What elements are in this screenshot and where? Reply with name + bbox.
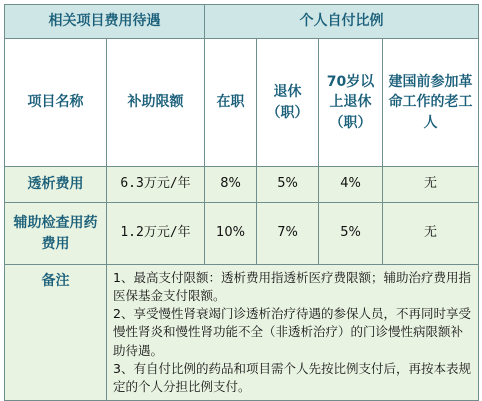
row-limit: 1.2万元/年 [107, 203, 205, 265]
row-name: 透析费用 [5, 167, 107, 203]
remarks-text [107, 265, 479, 401]
table-row [5, 167, 479, 203]
row-employed: 8% [205, 167, 257, 203]
row-name: 辅助检查用药费用 [5, 203, 107, 265]
col-employed: 在职 [205, 39, 257, 167]
row-veteran: 无 [383, 203, 479, 265]
remark-line: 2、享受慢性肾衰竭门诊透析治疗待遇的参保人员，不再同时享受慢性肾炎和慢性肾功能不全（非透析治疗）的门诊慢性病限额补助待遇。 [113, 306, 471, 358]
col-over70-retired: 70岁以上退休（职） [319, 39, 383, 167]
header-self-pay-ratio: 个人自付比例 [205, 5, 479, 39]
row-retired: 5% [257, 167, 319, 203]
row-limit: 6.3万元/年 [107, 167, 205, 203]
header-related-items: 相关项目费用待遇 [5, 5, 205, 39]
table-row [5, 203, 479, 265]
col-retired: 退休（职） [257, 39, 319, 167]
remark-line: 3、有自付比例的药品和项目需个人先按比例支付后，再按本表规定的个人分担比例支付。 [113, 360, 471, 394]
row-veteran: 无 [383, 167, 479, 203]
reimbursement-table [4, 4, 479, 401]
row-retired: 7% [257, 203, 319, 265]
col-veteran-worker: 建国前参加革命工作的老工人 [383, 39, 479, 167]
remarks-row [5, 265, 479, 401]
remarks-label: 备注 [5, 265, 107, 401]
row-employed: 10% [205, 203, 257, 265]
row-over70: 4% [319, 167, 383, 203]
col-subsidy-limit: 补助限额 [107, 39, 205, 167]
remark-line: 1、最高支付限额：透析费用指透析医疗费限额；辅助治疗费用指医保基金支付限额。 [113, 270, 471, 304]
row-over70: 5% [319, 203, 383, 265]
col-item-name: 项目名称 [5, 39, 107, 167]
